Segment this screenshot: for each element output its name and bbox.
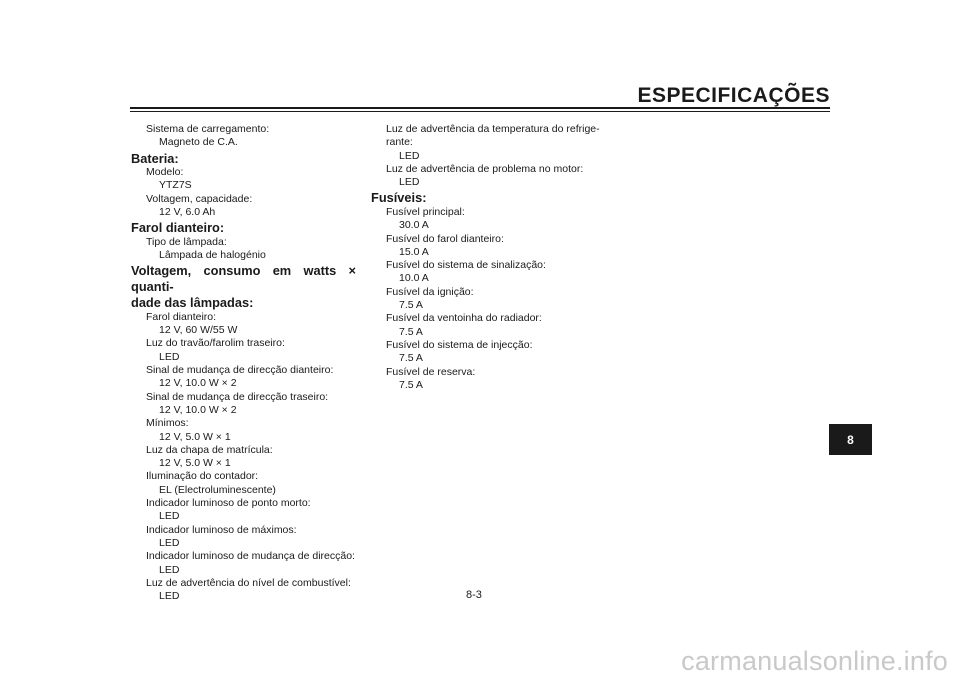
page-number: 8-3 — [466, 589, 482, 601]
spec-value: LED — [159, 350, 180, 363]
spec-value: 12 V, 60 W/55 W — [159, 324, 238, 337]
spec-value: 12 V, 5.0 W × 1 — [159, 457, 231, 470]
spec-label: Sistema de carregamento: — [146, 123, 270, 135]
spec-value: LED — [399, 176, 420, 189]
spec-value: 15.0 A — [399, 245, 429, 258]
spec-label: Voltagem, capacidade: — [146, 192, 253, 205]
spec-value: YTZ7S — [159, 179, 192, 192]
spec-label: Sinal de mudança de direcção dianteiro: — [146, 364, 334, 377]
spec-label: Farol dianteiro: — [146, 310, 217, 323]
spec-value: LED — [159, 536, 180, 549]
spec-label: Fusível da ignição: — [386, 285, 474, 298]
spec-label: Luz do travão/farolim traseiro: — [146, 337, 285, 350]
spec-value: 10.0 A — [399, 272, 429, 285]
spec-value: LED — [159, 563, 180, 576]
spec-value: LED — [159, 590, 180, 603]
spec-value: 7.5 A — [399, 352, 423, 365]
section-heading: Voltagem, consumo em watts × quanti- — [131, 263, 356, 294]
chapter-tab[interactable]: 8 — [829, 424, 872, 455]
page-title: ESPECIFICAÇÕES — [637, 84, 830, 107]
watermark-text: carmanualsonline.info — [681, 646, 948, 676]
spec-value: 30.0 A — [399, 219, 429, 232]
right-column — [371, 123, 611, 392]
spec-label: Luz de advertência de problema no motor: — [386, 162, 584, 175]
spec-label: Luz de advertência do nível de combustível: — [146, 576, 351, 589]
spec-label: rante: — [386, 136, 413, 149]
spec-label: Fusível do sistema de sinalização: — [386, 259, 546, 272]
spec-label: Indicador luminoso de ponto morto: — [146, 497, 311, 510]
header-rule-thick — [130, 107, 830, 109]
header-rule-thin — [130, 111, 830, 112]
spec-label: Sinal de mudança de direcção traseiro: — [146, 390, 329, 403]
spec-value: Lâmpada de halogénio — [159, 249, 266, 262]
spec-value: 7.5 A — [399, 325, 423, 338]
section-heading: dade das lâmpadas: — [131, 295, 254, 311]
section-heading: Farol dianteiro: — [131, 220, 225, 236]
spec-label: Tipo de lâmpada: — [146, 235, 227, 248]
spec-label: Iluminação do contador: — [146, 470, 259, 483]
spec-label: Luz da chapa de matrícula: — [146, 443, 273, 456]
spec-label: Fusível do farol dianteiro: — [386, 232, 504, 245]
spec-label: Modelo: — [146, 166, 184, 179]
left-column — [131, 123, 356, 603]
spec-value: 7.5 A — [399, 299, 423, 312]
spec-label: Fusível do sistema de injecção: — [386, 338, 533, 351]
spec-value: 12 V, 5.0 W × 1 — [159, 430, 231, 443]
spec-value: EL (Electroluminescente) — [159, 483, 276, 496]
section-heading: Fusíveis: — [371, 190, 427, 206]
spec-label: Fusível principal: — [386, 205, 465, 218]
spec-value: LED — [399, 149, 420, 162]
spec-value: Magneto de C.A. — [159, 136, 238, 149]
spec-label: Indicador luminoso de máximos: — [146, 523, 297, 536]
spec-value: LED — [159, 510, 180, 523]
spec-value: 7.5 A — [399, 378, 423, 391]
spec-value: 12 V, 10.0 W × 2 — [159, 377, 237, 390]
spec-label: Luz de advertência da temperatura do refrige- — [386, 123, 600, 135]
spec-label: Fusível da ventoinha do radiador: — [386, 312, 542, 325]
spec-value: 12 V, 6.0 Ah — [159, 205, 216, 218]
spec-value: 12 V, 10.0 W × 2 — [159, 403, 237, 416]
spec-label: Indicador luminoso de mudança de direcção: — [146, 550, 355, 563]
spec-label: Mínimos: — [146, 417, 189, 430]
spec-label: Fusível de reserva: — [386, 365, 476, 378]
section-heading: Bateria: — [131, 150, 179, 166]
